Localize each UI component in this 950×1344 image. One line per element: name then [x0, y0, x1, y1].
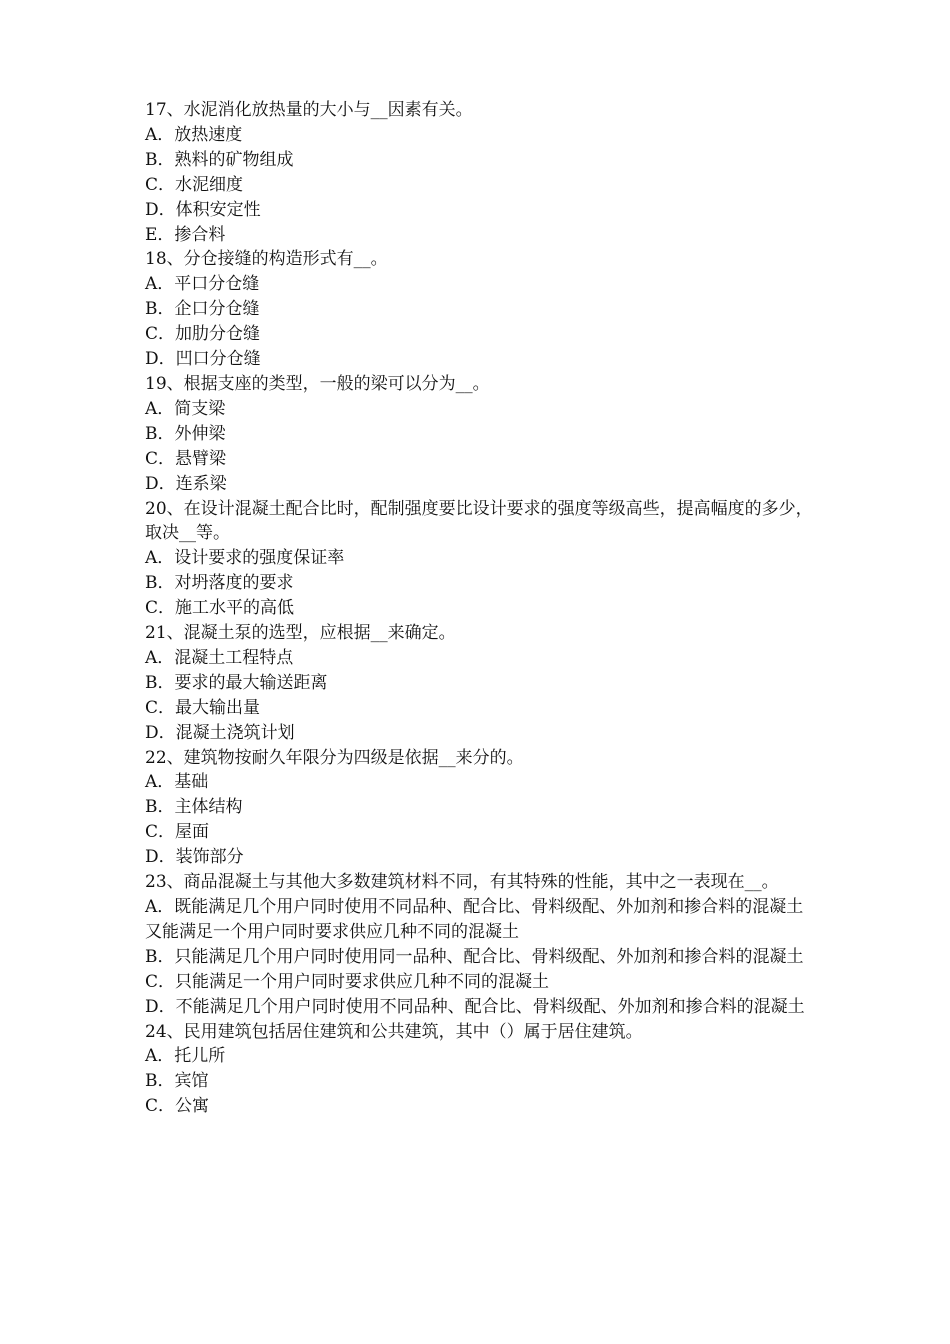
- question-24: 24、民用建筑包括居住建筑和公共建筑，其中（）属于居住建筑。: [145, 1021, 643, 1042]
- question-23: 23、商品混凝土与其他大多数建筑材料不同，有其特殊的性能，其中之一表现在__。: [145, 872, 779, 893]
- option-17-a: A．放热速度: [145, 124, 243, 145]
- option-24-b: B．宾馆: [145, 1071, 209, 1092]
- option-20-b: B．对坍落度的要求: [145, 573, 294, 594]
- option-19-c: C．悬臂梁: [145, 448, 227, 469]
- option-18-c: C．加肋分仓缝: [145, 324, 261, 345]
- question-17: 17、水泥消化放热量的大小与__因素有关。: [145, 100, 473, 120]
- question-18: 18、分仓接缝的构造形式有__。: [145, 249, 388, 270]
- option-21-c: C．最大输出量: [145, 697, 261, 718]
- option-18-d: D．凹口分仓缝: [145, 349, 261, 370]
- option-21-b: B．要求的最大输送距离: [145, 672, 328, 693]
- option-23-c: C．只能满足一个用户同时要求供应几种不同的混凝土: [145, 971, 550, 992]
- option-22-d: D．装饰部分: [145, 847, 244, 868]
- option-19-d: D．连系梁: [145, 473, 227, 494]
- question-20: 20、在设计混凝土配合比时，配制强度要比设计要求的强度等级高些，提高幅度的多少，取决__等。: [145, 498, 813, 544]
- option-17-e: E．掺合料: [145, 224, 226, 245]
- option-24-c: C．公寓: [145, 1096, 210, 1117]
- option-20-a: A．设计要求的强度保证率: [145, 548, 345, 569]
- option-22-b: B．主体结构: [145, 797, 243, 818]
- option-22-a: A．基础: [145, 772, 209, 793]
- option-18-a: A．平口分仓缝: [145, 274, 260, 295]
- option-17-c: C．水泥细度: [145, 174, 244, 195]
- option-20-c: C．施工水平的高低: [145, 598, 295, 619]
- question-22: 22、建筑物按耐久年限分为四级是依据__来分的。: [145, 747, 524, 768]
- option-19-a: A．简支梁: [145, 398, 226, 419]
- document-page: [145, 98, 815, 1119]
- question-19: 19、根据支座的类型，一般的梁可以分为__。: [145, 373, 490, 394]
- option-23-b: B．只能满足几个用户同时使用同一品种、配合比、骨料级配、外加剂和掺合料的混凝土: [145, 946, 804, 967]
- option-23-d: D．不能满足几个用户同时使用不同品种、配合比、骨料级配、外加剂和掺合料的混凝土: [145, 996, 805, 1017]
- question-21: 21、混凝土泵的选型，应根据__来确定。: [145, 623, 456, 644]
- option-23-a: A．既能满足几个用户同时使用不同品种、配合比、骨料级配、外加剂和掺合料的混凝土又能满足一个用户同时要求供应几种不同的混凝土: [145, 897, 804, 942]
- option-17-b: B．熟料的矿物组成: [145, 149, 294, 170]
- option-19-b: B．外伸梁: [145, 423, 226, 444]
- option-24-a: A．托儿所: [145, 1046, 226, 1067]
- option-22-c: C．屋面: [145, 822, 210, 843]
- option-21-d: D．混凝土浇筑计划: [145, 722, 295, 743]
- option-17-d: D．体积安定性: [145, 199, 261, 220]
- option-21-a: A．混凝土工程特点: [145, 647, 294, 668]
- option-18-b: B．企口分仓缝: [145, 299, 260, 320]
